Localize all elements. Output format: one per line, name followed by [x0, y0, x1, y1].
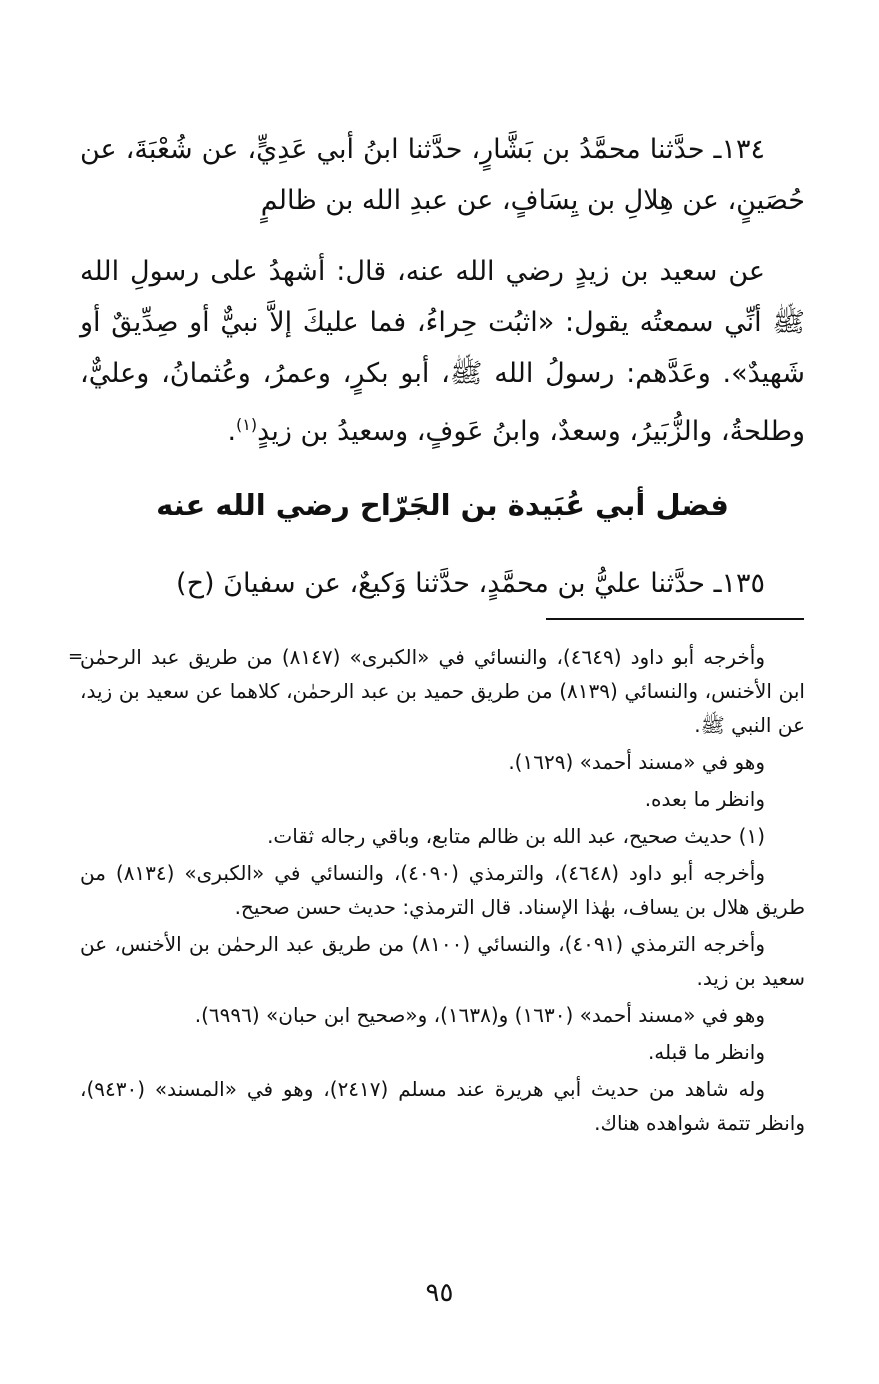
footnote-paragraph: وهو في «مسند أحمد» (١٦٣٠) و(١٦٣٨)، و«صحيح ابن حبان» (٦٩٩٦).: [194, 1003, 765, 1027]
hadith-134-matn-paragraph: [80, 246, 805, 457]
hadith-134-matn: عن سعيد بن زيدٍ رضي الله عنه، قال: أشهدُ على رسولِ الله ﷺ أنِّي سمعتُه يقول: «اثبُت حِراءُ، فما عليكَ إلاَّ نبيٌّ أو صِدِّيقٌ أو شَهيدٌ». وعَدَّهم: رسولُ الله ﷺ، أبو بكرٍ، وعمرُ، وعُثمانُ، وعليٌّ، وطلحةُ، والزُّبَيرُ، وسعدٌ، وابنُ عَوفٍ، وسعيدُ بن زيدٍ: [80, 256, 805, 447]
hadith-134-end: .: [227, 416, 237, 447]
footnotes: [68, 640, 805, 1143]
footnote-1-start: (١) حديث صحيح، عبد الله بن ظالم متابع، وباقي رجاله ثقات.: [267, 824, 765, 848]
footnote-paragraph: وله شاهد من حديث أبي هريرة عند مسلم (٢٤١٧)، وهو في «المسند» (٩٤٣٠)، وانظر تتمة شواهده هناك.: [80, 1077, 805, 1135]
footnote-paragraph: وأخرجه الترمذي (٤٠٩١)، والنسائي (٨١٠٠) من طريق عبد الرحمٰن بن الأخنس، عن سعيد بن زيد.: [80, 932, 805, 990]
section-heading: فضل أبي عُبَيدة بن الجَرّاح رضي الله عنه: [156, 488, 729, 522]
hadith-134-isnad: ١٣٤ـ حدَّثنا محمَّدُ بن بَشَّارٍ، حدَّثنا ابنُ أبي عَدِيٍّ، عن شُعْبَةَ، عن حُصَينٍ، عن هِلالِ بن يِسَافٍ، عن عبدِ الله بن ظالمٍ: [80, 134, 805, 216]
footnote-paragraph: وأخرجه أبو داود (٤٦٤٩)، والنسائي في «الكبرى» (٨١٤٧) من طريق عبد الرحمٰن ابن الأخنس، والنسائي (٨١٣٩) من طريق حميد بن عبد الرحمٰن، كلاهما عن سعيد بن زيد، عن النبي ﷺ.: [80, 645, 805, 737]
footnote-paragraph: وانظر ما قبله.: [647, 1040, 765, 1064]
continuation-mark: =: [68, 646, 84, 667]
footnote-paragraph: وأخرجه أبو داود (٤٦٤٨)، والترمذي (٤٠٩٠)، والنسائي في «الكبرى» (٨١٣٤) من طريق هلال بن يساف، بهٰذا الإسناد. قال الترمذي: حديث حسن صحيح.: [80, 861, 805, 919]
footnote-paragraph: وهو في «مسند أحمد» (١٦٢٩).: [508, 750, 765, 774]
page-number: ٩٥: [425, 1278, 454, 1308]
footnote-paragraph: وانظر ما بعده.: [644, 787, 765, 811]
footnote-ref-1: (١): [236, 415, 258, 434]
footnote-separator: [546, 618, 804, 620]
hadith-135-isnad: ١٣٥ـ حدَّثنا عليُّ بن محمَّدٍ، حدَّثنا وَكيعٌ، عن سفيانَ (ح): [176, 568, 765, 599]
